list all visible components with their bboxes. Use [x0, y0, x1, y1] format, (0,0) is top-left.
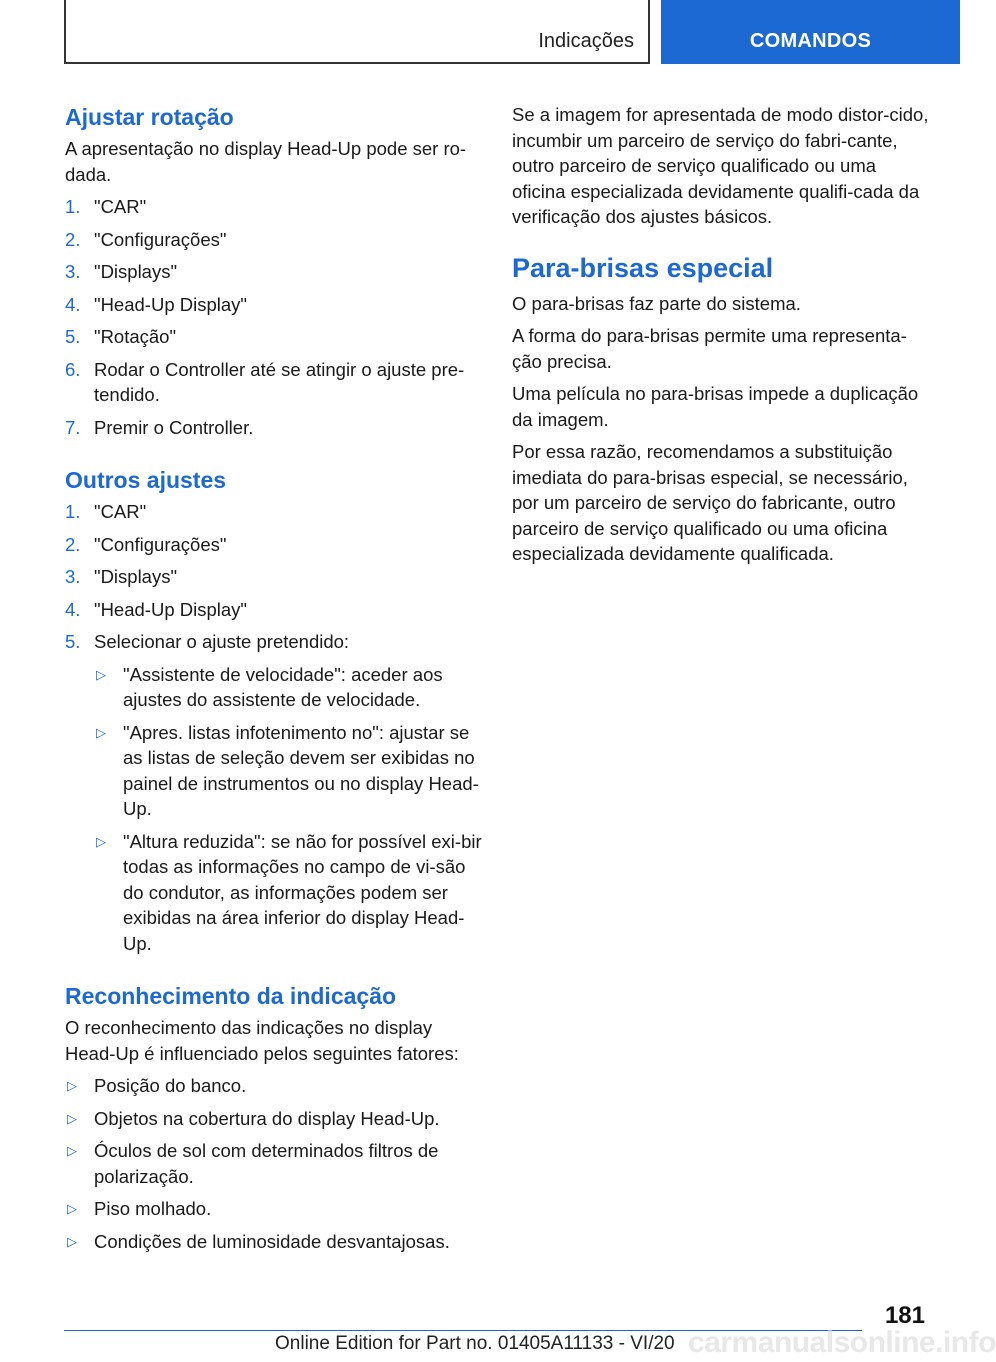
list-item [65, 597, 483, 623]
list-item [65, 292, 483, 318]
list-item [65, 357, 483, 408]
step-number: 3. [65, 566, 81, 587]
list-item [65, 1073, 483, 1099]
paragraph-rotation: A apresentação no display Head-Up pode ser ro-dada. [65, 138, 467, 185]
triangle-right-icon: ▷ [96, 833, 106, 849]
heading-windshield: Para-brisas especial [512, 252, 774, 283]
paragraph-windshield-2: A forma do para-brisas permite uma representa-ção precisa. [512, 325, 907, 372]
left-column [65, 102, 483, 1261]
list-item [94, 829, 483, 957]
list-item [94, 720, 483, 822]
paragraph-windshield-3: Uma película no para-brisas impede a duplicação da imagem. [512, 383, 919, 430]
factor-text: Objetos na cobertura do display Head-Up. [94, 1107, 440, 1129]
factor-text: Condições de luminosidade desvantajosas. [94, 1230, 450, 1252]
heading-recognition: Reconhecimento da indicação [65, 983, 397, 1009]
option-text: "Apres. listas infotenimento no": ajustar se as listas de seleção devem ser exibidas no painel de instrumentos ou no display Head-Up. [123, 721, 479, 819]
step-number: 7. [65, 416, 81, 438]
recognition-factors [65, 1073, 483, 1254]
triangle-right-icon: ▷ [96, 666, 106, 682]
step-text: "Head-Up Display" [94, 293, 247, 315]
page-number: 181 [884, 1302, 925, 1329]
step-number: 3. [65, 261, 81, 282]
triangle-right-icon: ▷ [67, 1233, 77, 1249]
step-text: "Head-Up Display" [94, 598, 247, 620]
heading-other-settings: Outros ajustes [65, 467, 227, 493]
step-number: 2. [65, 228, 81, 250]
list-item [65, 1196, 483, 1222]
list-item [65, 564, 483, 590]
triangle-right-icon: ▷ [67, 1201, 77, 1216]
step-text: Premir o Controller. [94, 416, 254, 438]
step-number: 1. [65, 501, 81, 522]
step-number: 5. [65, 326, 81, 347]
list-item [65, 227, 483, 253]
list-item [65, 499, 483, 525]
watermark: carmanualsonline.info [688, 1326, 996, 1359]
list-item [65, 1138, 483, 1189]
triangle-right-icon: ▷ [67, 1078, 77, 1093]
list-item [65, 415, 483, 441]
list-item [65, 324, 483, 350]
list-item [65, 259, 483, 285]
triangle-right-icon: ▷ [67, 1143, 77, 1158]
heading-rotation: Ajustar rotação [65, 104, 234, 130]
list-item [65, 629, 483, 956]
paragraph-windshield-4: Por essa razão, recomendamos a substituição imediata do para-brisas especial, se necessário, por um parceiro de serviço do fabricante, outro parceiro de serviço qualificado ou uma oficina especializada devidamente qualificada. [512, 441, 908, 564]
paragraph-distortion: Se a imagem for apresentada de modo distor-cido, incumbir um parceiro de serviço do fabri-cante, outro parceiro de serviço qualificado ou uma oficina especializada devidamente qualifi-cada da verificação dos ajustes básicos. [512, 104, 929, 227]
step-text: "CAR" [94, 196, 147, 217]
step-text: "Displays" [94, 261, 178, 282]
paragraph-windshield-1: O para-brisas faz parte do sistema. [512, 292, 801, 314]
step-number: 1. [65, 196, 81, 217]
triangle-right-icon: ▷ [96, 724, 106, 740]
list-item [65, 1229, 483, 1255]
factor-text: Óculos de sol com determinados filtros de polarização. [94, 1140, 439, 1187]
paragraph-recognition: O reconhecimento das indicações no display Head-Up é influenciado pelos seguintes fatores: [65, 1017, 459, 1064]
step-number: 4. [65, 293, 81, 315]
step-text: "Configurações" [94, 228, 227, 250]
step-text: Rodar o Controller até se atingir o ajuste pre-tendido. [94, 358, 465, 405]
factor-text: Posição do banco. [94, 1075, 247, 1096]
option-text: "Altura reduzida": se não for possível exi-bir todas as informações no campo de vi-são do condutor, as informações podem ser exibidas na área inferior do display Head-Up. [123, 830, 482, 954]
list-item [65, 532, 483, 558]
sub-options [94, 662, 483, 957]
list-item [65, 1106, 483, 1132]
list-item [65, 194, 483, 220]
other-steps [65, 499, 483, 956]
step-number: 2. [65, 533, 81, 555]
list-item [94, 662, 483, 713]
header-frame [64, 0, 650, 64]
section-label: Indicações [538, 30, 634, 52]
step-number: 5. [65, 631, 81, 652]
edition-text: Online Edition for Part no. 01405A11133 - VI/20 [275, 1333, 675, 1354]
rotation-steps [65, 194, 483, 440]
step-text: "CAR" [94, 501, 147, 522]
step-number: 4. [65, 598, 81, 620]
factor-text: Piso molhado. [94, 1198, 212, 1219]
step-text: Selecionar o ajuste pretendido: [94, 631, 350, 652]
option-text: "Assistente de velocidade": aceder aos ajustes do assistente de velocidade. [123, 663, 443, 710]
step-text: "Configurações" [94, 533, 227, 555]
right-column [512, 102, 930, 574]
step-text: "Rotação" [94, 326, 177, 347]
triangle-right-icon: ▷ [67, 1110, 77, 1126]
step-text: "Displays" [94, 566, 178, 587]
chapter-tab: COMANDOS [661, 0, 960, 64]
step-number: 6. [65, 358, 81, 380]
